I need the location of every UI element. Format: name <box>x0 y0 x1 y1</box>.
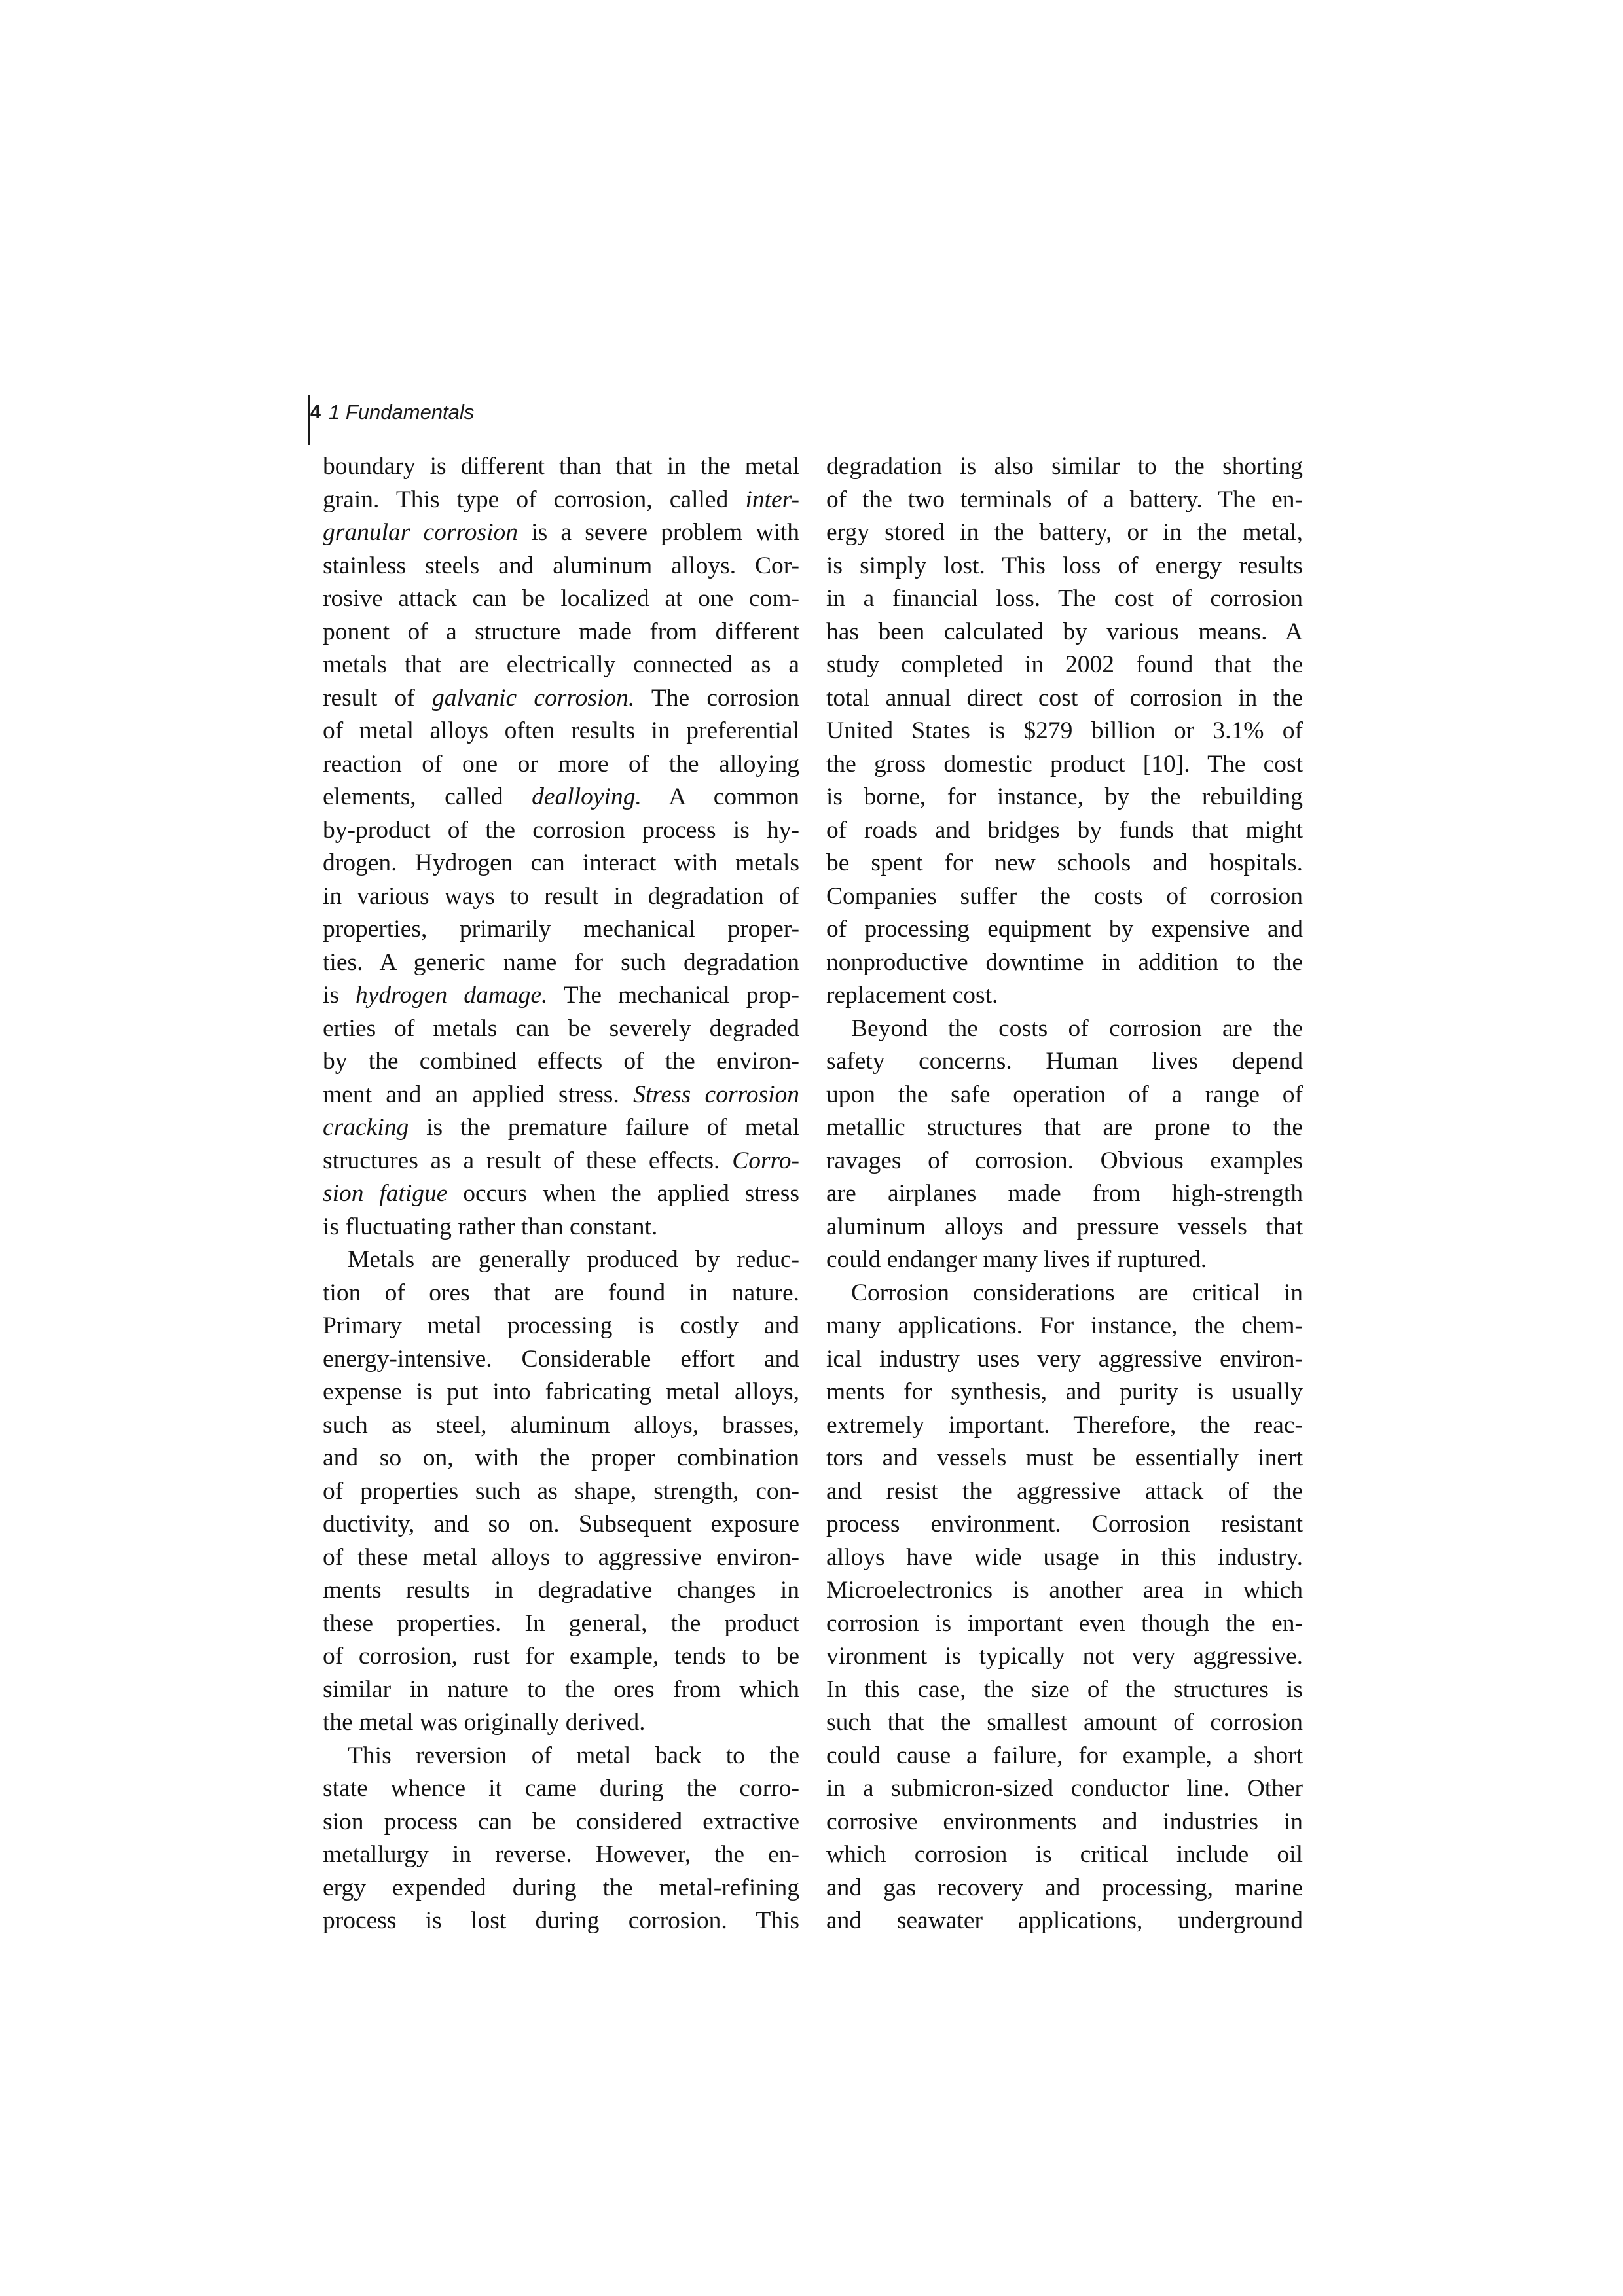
text-line <box>323 1079 799 1112</box>
text-line: and gas recovery and processing, marine <box>826 1874 1303 1901</box>
text-segment: ment and an applied stress. <box>323 1081 634 1108</box>
text-line: process is lost during corrosion. This <box>323 1907 799 1934</box>
text-line: by-product of the corrosion process is hy- <box>323 816 799 844</box>
text-line: has been calculated by various means. A <box>826 618 1303 645</box>
text-line: sion process can be considered extractive <box>323 1808 799 1835</box>
text-line: ergy stored in the battery, or in the metal, <box>826 519 1303 546</box>
text-line: similar in nature to the ores from which <box>323 1676 799 1703</box>
right-text-column <box>826 450 1303 1938</box>
text-line: Corrosion considerations are critical in <box>851 1279 1303 1306</box>
italic-term: inter- <box>745 486 799 513</box>
page-number: 4 <box>310 402 321 423</box>
text-line <box>323 516 799 550</box>
text-line: drogen. Hydrogen can interact with metals <box>323 850 799 876</box>
text-line: Metals are generally produced by reduc- <box>348 1246 799 1273</box>
text-line: process environment. Corrosion resistant <box>826 1511 1303 1537</box>
text-line: of these metal alloys to aggressive environ- <box>323 1543 799 1571</box>
text-line: by the combined effects of the environ- <box>323 1048 799 1075</box>
text-line: in various ways to result in degradation of <box>323 882 799 910</box>
text-line: metallic structures that are prone to the <box>826 1114 1303 1141</box>
text-line: corrosion is important even though the en- <box>826 1609 1303 1637</box>
running-head-rule <box>308 395 310 445</box>
text-line: study completed in 2002 found that the <box>826 651 1303 678</box>
text-line: properties, primarily mechanical proper- <box>323 916 799 942</box>
text-line: ties. A generic name for such degradation <box>323 948 799 976</box>
text-line: ments results in degradative changes in <box>323 1577 799 1604</box>
text-line: Primary metal processing is costly and <box>323 1312 799 1339</box>
text-line: United States is $279 billion or 3.1% of <box>826 717 1303 744</box>
text-line: In this case, the size of the structures is <box>826 1676 1303 1703</box>
text-line: Beyond the costs of corrosion are the <box>851 1014 1303 1042</box>
italic-term: hydrogen damage. <box>356 982 548 1009</box>
text-line: metallurgy in reverse. However, the en- <box>323 1841 799 1868</box>
text-line: ments for synthesis, and purity is usually <box>826 1378 1303 1405</box>
italic-term: sion fatigue <box>323 1180 448 1207</box>
text-line <box>323 979 799 1013</box>
text-line <box>323 1111 799 1145</box>
text-line: in a financial loss. The cost of corrosion <box>826 585 1303 612</box>
text-line: ductivity, and so on. Subsequent exposure <box>323 1511 799 1537</box>
text-line: degradation is also similar to the shorting <box>826 453 1303 480</box>
text-line: metals that are electrically connected as a <box>323 651 799 678</box>
text-segment: is a severe problem with <box>518 519 799 546</box>
text-line: vironment is typically not very aggressive. <box>826 1643 1303 1670</box>
italic-term: Corro- <box>732 1147 799 1174</box>
text-line: of processing equipment by expensive and <box>826 916 1303 942</box>
text-line: of corrosion, rust for example, tends to be <box>323 1643 799 1670</box>
text-line: stainless steels and aluminum alloys. Cor- <box>323 552 799 579</box>
text-line: corrosive environments and industries in <box>826 1808 1303 1835</box>
text-line: and so on, with the proper combination <box>323 1444 799 1471</box>
text-segment: A common <box>641 783 799 810</box>
chapter-title: 1 Fundamentals <box>329 401 475 423</box>
italic-term: granular corrosion <box>323 519 518 546</box>
left-text-column <box>323 450 799 1938</box>
text-line: extremely important. Therefore, the reac- <box>826 1411 1303 1439</box>
text-line: the gross domestic product [10]. The cost <box>826 750 1303 778</box>
text-line: ravages of corrosion. Obvious examples <box>826 1147 1303 1174</box>
text-line: This reversion of metal back to the <box>348 1742 799 1769</box>
text-line <box>323 781 799 814</box>
italic-term: dealloying. <box>532 783 642 810</box>
text-line: tion of ores that are found in nature. <box>323 1279 799 1306</box>
text-line: in a submicron-sized conductor line. Other <box>826 1775 1303 1802</box>
text-line: expense is put into fabricating metal alloys, <box>323 1378 799 1405</box>
text-line: of roads and bridges by funds that might <box>826 816 1303 844</box>
text-line: state whence it came during the corro- <box>323 1775 799 1802</box>
text-line: these properties. In general, the product <box>323 1609 799 1637</box>
text-line: ergy expended during the metal-refining <box>323 1874 799 1901</box>
text-line: are airplanes made from high-strength <box>826 1180 1303 1207</box>
text-line: tors and vessels must be essentially inert <box>826 1444 1303 1471</box>
text-line: alloys have wide usage in this industry. <box>826 1543 1303 1571</box>
text-line: the metal was originally derived. <box>323 1709 646 1736</box>
text-segment: structures as a result of these effects. <box>323 1147 733 1174</box>
text-line <box>323 1145 799 1178</box>
italic-term: cracking <box>323 1114 409 1141</box>
text-line: such as steel, aluminum alloys, brasses, <box>323 1411 799 1439</box>
text-line: ponent of a structure made from different <box>323 618 799 645</box>
italic-term: Stress corrosion <box>633 1081 799 1108</box>
text-segment: is <box>323 982 356 1009</box>
text-line: safety concerns. Human lives depend <box>826 1048 1303 1075</box>
text-segment: The corrosion <box>634 684 799 711</box>
text-line: Microelectronics is another area in which <box>826 1577 1303 1604</box>
text-line: total annual direct cost of corrosion in the <box>826 684 1303 711</box>
text-line: many applications. For instance, the chem- <box>826 1312 1303 1339</box>
text-line: reaction of one or more of the alloying <box>323 750 799 778</box>
text-line: rosive attack can be localized at one com- <box>323 585 799 612</box>
text-line: nonproductive downtime in addition to the <box>826 948 1303 976</box>
text-segment: is the premature failure of metal <box>409 1114 799 1141</box>
text-line: is simply lost. This loss of energy results <box>826 552 1303 579</box>
text-line: upon the safe operation of a range of <box>826 1081 1303 1108</box>
text-line: ical industry uses very aggressive environ- <box>826 1345 1303 1372</box>
text-segment: The mechanical prop- <box>547 982 799 1009</box>
text-line: and seawater applications, underground <box>826 1907 1303 1934</box>
text-line: could endanger many lives if ruptured. <box>826 1246 1207 1273</box>
text-segment: grain. This type of corrosion, called <box>323 486 746 513</box>
text-line: Companies suffer the costs of corrosion <box>826 882 1303 910</box>
text-line <box>323 1177 799 1211</box>
text-line: is fluctuating rather than constant. <box>323 1213 658 1240</box>
text-line <box>323 682 799 715</box>
text-line: could cause a failure, for example, a short <box>826 1742 1303 1769</box>
text-line: which corrosion is critical include oil <box>826 1841 1303 1868</box>
text-segment: elements, called <box>323 783 532 810</box>
text-line <box>323 484 799 517</box>
text-line: of the two terminals of a battery. The en- <box>826 486 1303 513</box>
text-segment: result of <box>323 684 433 711</box>
text-line: boundary is different than that in the metal <box>323 453 799 480</box>
italic-term: galvanic corrosion. <box>432 684 635 711</box>
text-line: such that the smallest amount of corrosion <box>826 1709 1303 1736</box>
text-line: of properties such as shape, strength, con- <box>323 1477 799 1505</box>
text-line: energy-intensive. Considerable effort and <box>323 1345 799 1372</box>
text-segment: occurs when the applied stress <box>447 1180 799 1207</box>
text-line: erties of metals can be severely degraded <box>323 1014 799 1042</box>
text-line: aluminum alloys and pressure vessels that <box>826 1213 1303 1240</box>
text-line: is borne, for instance, by the rebuilding <box>826 783 1303 810</box>
text-line: and resist the aggressive attack of the <box>826 1477 1303 1505</box>
text-line: be spent for new schools and hospitals. <box>826 850 1303 876</box>
text-line: replacement cost. <box>826 982 998 1009</box>
text-line: of metal alloys often results in preferential <box>323 717 799 744</box>
